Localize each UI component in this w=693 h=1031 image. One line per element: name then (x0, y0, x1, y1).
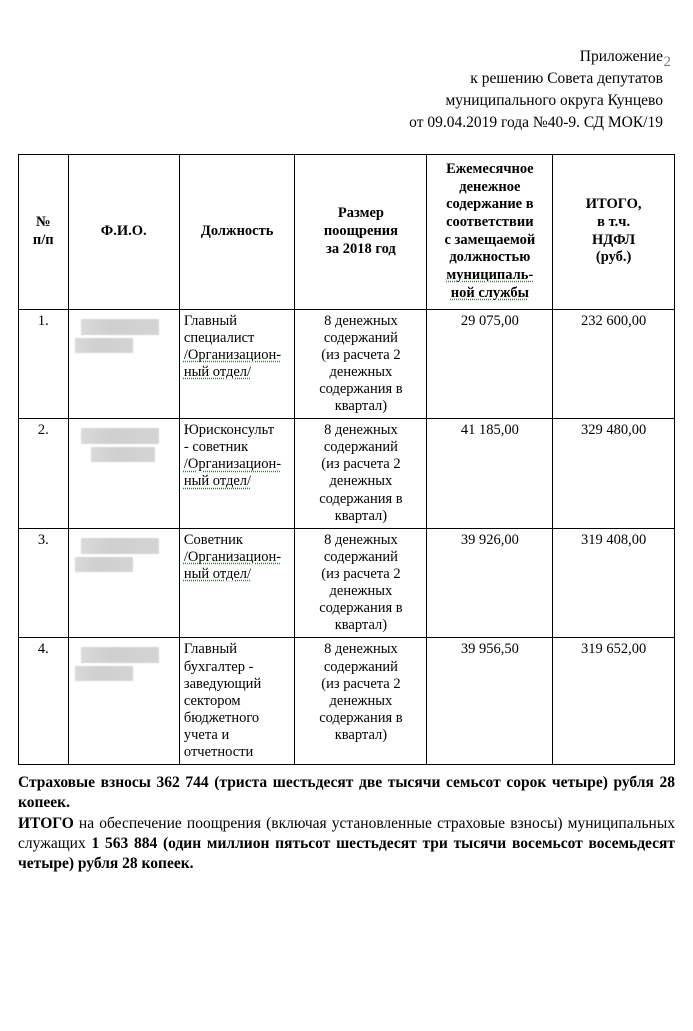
row-reward-size-line4: денежных (329, 363, 393, 380)
row-reward-size-line6: квартал) (334, 507, 388, 524)
column-header-total-line2: в т.ч. (597, 214, 631, 231)
row-position-line3: /Организацион- (183, 456, 282, 473)
column-header-monthly-line4: соответствии (446, 214, 534, 231)
row-reward-size-line1: 8 денежных (324, 641, 398, 658)
row-number: 3. (19, 528, 69, 638)
row-reward-size (295, 309, 427, 419)
row-reward-size-line5: содержания в (319, 600, 403, 617)
table-row (19, 309, 675, 419)
row-reward-size-line1: 8 денежных (324, 422, 398, 439)
footer-notes (18, 773, 675, 873)
row-reward-size-line5: содержания в (319, 380, 403, 397)
row-position-line4: сектором (183, 692, 241, 709)
footer-total-amount: 1 563 884 (один миллион пятьсот шестьдесят три тысячи восемьсот восемьдесят четыре) рубля 28 копеек. (18, 834, 675, 872)
row-number: 1. (19, 309, 69, 419)
row-position (179, 419, 295, 529)
row-monthly-allowance: 39 926,00 (427, 528, 553, 638)
row-reward-size-line6: квартал) (334, 727, 388, 744)
column-header-total-line3: НДФЛ (592, 231, 636, 248)
redaction-bar (81, 428, 159, 444)
redaction-bar (75, 557, 133, 572)
column-header-monthly-line7: муниципаль- (446, 267, 534, 284)
row-reward-size (295, 419, 427, 529)
row-fio-redacted (68, 638, 179, 765)
column-header-position: Должность (179, 155, 295, 310)
column-header-number (19, 155, 69, 310)
header-line-2: к решению Совета депутатов (470, 70, 663, 87)
row-position-line3: /Организацион- (183, 346, 282, 363)
row-position-line5: бюджетного (183, 709, 260, 726)
footer-total-line (18, 814, 675, 873)
row-reward-size-line2: содержаний (323, 329, 398, 346)
header-line-4: от 09.04.2019 года №40-9. СД МОК/19 (409, 114, 663, 131)
row-monthly-allowance: 29 075,00 (427, 309, 553, 419)
column-header-monthly-line5: с замещаемой (444, 231, 536, 248)
row-total: 329 480,00 (553, 419, 675, 529)
document-page (0, 46, 693, 1031)
row-reward-size-line3: (из расчета 2 (321, 566, 401, 583)
column-header-reward-size (295, 155, 427, 310)
row-position-line6: учета и (183, 727, 230, 744)
row-reward-size-line3: (из расчета 2 (321, 346, 401, 363)
redaction-bar (75, 338, 133, 353)
row-position-line4: ный отдел/ (183, 363, 252, 380)
column-header-reward-size-line2: поощрения (323, 222, 398, 239)
row-number: 2. (19, 419, 69, 529)
row-total: 319 652,00 (553, 638, 675, 765)
row-position (179, 638, 295, 765)
row-position-line1: Главный (183, 312, 237, 329)
column-header-monthly-line3: содержание в (446, 196, 534, 213)
footer-total-text: на обеспечение поощрения (включая установленные страховые взносы) муниципальных служащих (18, 814, 675, 852)
row-fio-redacted (68, 528, 179, 638)
redaction-bar (91, 447, 155, 462)
column-header-monthly-line6: должностью (449, 249, 531, 266)
footer-total-label: ИТОГО (18, 814, 74, 832)
row-reward-size (295, 528, 427, 638)
redaction-bar (81, 647, 159, 663)
column-header-number-line2: п/п (32, 231, 54, 248)
row-reward-size-line5: содержания в (319, 709, 403, 726)
footer-insurance-contributions: Страховые взносы 362 744 (триста шестьдесят две тысячи семьсот сорок четыре) рубля 28 копеек. (18, 774, 675, 812)
column-header-monthly-line2: денежное (459, 178, 521, 195)
row-reward-size-line4: денежных (329, 583, 393, 600)
row-number: 4. (19, 638, 69, 765)
row-position-line7: отчетности (183, 744, 254, 761)
table-row (19, 528, 675, 638)
row-position-line2: бухгалтер - (183, 658, 254, 675)
column-header-total-line1: ИТОГО, (585, 196, 642, 213)
row-reward-size-line5: содержания в (319, 490, 403, 507)
row-position-line1: Советник (183, 531, 243, 548)
row-reward-size-line2: содержаний (323, 439, 398, 456)
row-position-line3: заведующий (183, 675, 262, 692)
row-total: 232 600,00 (553, 309, 675, 419)
row-reward-size-line6: квартал) (334, 398, 388, 415)
header-line-3: муниципального округа Кунцево (445, 92, 663, 109)
row-reward-size-line3: (из расчета 2 (321, 675, 401, 692)
row-position (179, 528, 295, 638)
row-fio-redacted (68, 309, 179, 419)
row-reward-size-line3: (из расчета 2 (321, 456, 401, 473)
row-position-line2: /Организацион- (183, 548, 282, 565)
row-fio-redacted (68, 419, 179, 529)
row-reward-size-line6: квартал) (334, 617, 388, 634)
redaction-bar (81, 319, 159, 335)
row-reward-size-line2: содержаний (323, 658, 398, 675)
row-monthly-allowance: 39 956,50 (427, 638, 553, 765)
column-header-fio: Ф.И.О. (68, 155, 179, 310)
row-position-line1: Главный (183, 641, 237, 658)
table-row (19, 638, 675, 765)
row-reward-size-line2: содержаний (323, 548, 398, 565)
column-header-monthly-line8: ной службы (450, 284, 529, 301)
column-header-total (553, 155, 675, 310)
column-header-monthly-allowance (427, 155, 553, 310)
row-position-line4: ный отдел/ (183, 473, 252, 490)
table-row (19, 419, 675, 529)
row-position-line1: Юрисконсульт (183, 422, 275, 439)
column-header-reward-size-line3: за 2018 год (326, 240, 396, 257)
column-header-number-line1: № (35, 214, 51, 231)
row-reward-size-line4: денежных (329, 692, 393, 709)
header-line-1: Приложение (579, 48, 663, 65)
row-reward-size (295, 638, 427, 765)
rewards-table (18, 154, 675, 765)
row-position-line2: специалист (183, 329, 255, 346)
table-header-row (19, 155, 675, 310)
page-number: 2 (663, 54, 671, 70)
row-reward-size-line4: денежных (329, 473, 393, 490)
redaction-bar (81, 538, 159, 554)
row-reward-size-line1: 8 денежных (324, 312, 398, 329)
row-position (179, 309, 295, 419)
redaction-bar (75, 666, 133, 681)
row-reward-size-line1: 8 денежных (324, 531, 398, 548)
column-header-monthly-line1: Ежемесячное (446, 161, 534, 177)
column-header-total-line4: (руб.) (595, 249, 632, 266)
document-header (18, 46, 675, 134)
row-position-line3: ный отдел/ (183, 566, 252, 583)
row-total: 319 408,00 (553, 528, 675, 638)
row-position-line2: - советник (183, 439, 249, 456)
row-monthly-allowance: 41 185,00 (427, 419, 553, 529)
column-header-reward-size-line1: Размер (337, 205, 384, 222)
